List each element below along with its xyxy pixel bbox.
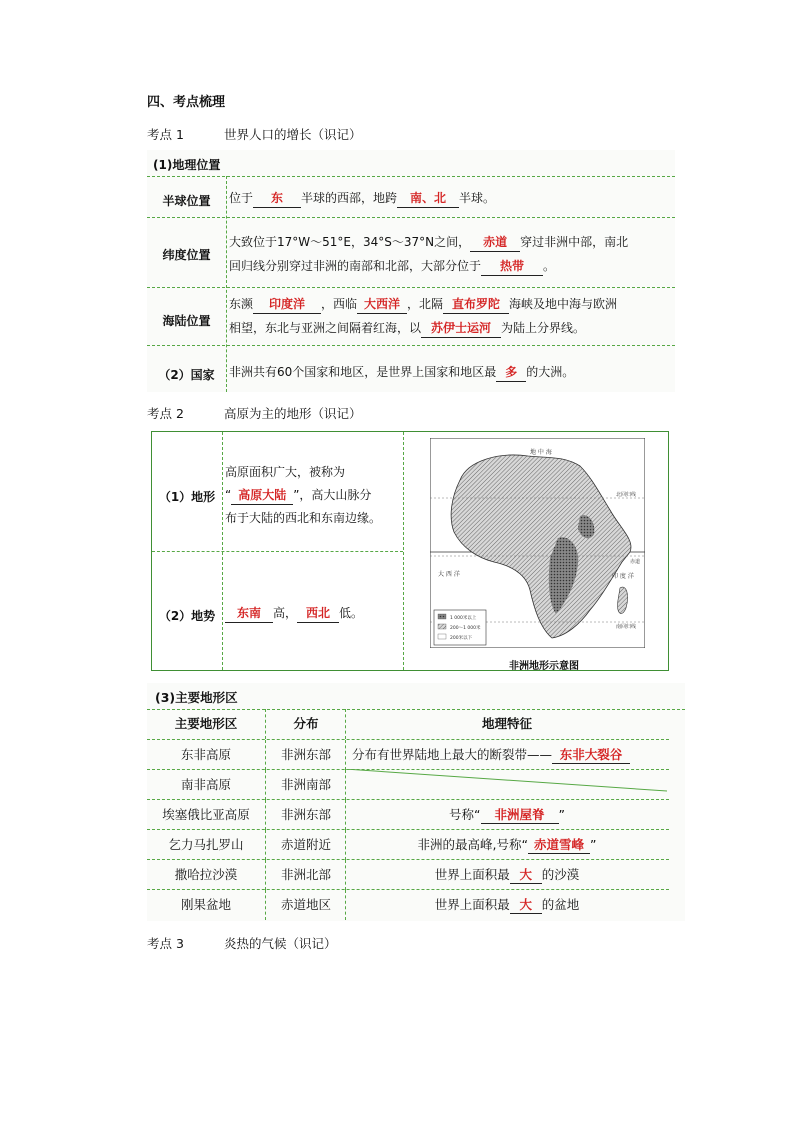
map-label: 地 中 海 [530,449,552,456]
terrain-table [151,431,669,671]
table-row: 撒哈拉沙漠 非洲北部 世界上面积最 大 的沙漠 [147,859,669,890]
table-row: 南非高原 非洲南部 [147,769,669,800]
answer-blank: 赤道 [470,234,520,252]
answer-blank: 直布罗陀 [443,296,509,314]
kaodian-1 [147,125,362,143]
answer-blank: 苏伊士运河 [421,320,501,338]
table-row: 乞力马扎罗山 赤道附近 非洲的最高峰,号称“ 赤道雪峰 ” [147,829,669,860]
kaodian-1-num: 考点 1 [147,127,184,142]
hemisphere-label: 半球位置 [162,194,211,208]
map-label: 大 西 洋 [438,571,460,578]
answer-blank: 大 [510,866,542,884]
map-label: 北回归线 [616,492,637,498]
map-label: 赤道 [630,559,641,565]
table-header-row [147,709,669,739]
terrain-text: 高原面积广大，被称为 “ 高原大陆 ”，高大山脉分 布于大陆的西北和东南边缘。 [225,465,382,525]
kaodian-3 [147,934,337,952]
landform-table-heading: (3)主要地形区 [155,690,238,705]
answer-blank: 赤道雪峰 [528,836,590,854]
answer-blank: 南、北 [397,190,459,208]
elevation-label: （2）地势 [158,609,216,623]
answer-blank: 大 [510,896,542,914]
legend-label: 1 000米以上 [450,616,477,621]
terrain-label: （1）地形 [158,490,216,504]
kaodian-2-title: 高原为主的地形（识记） [224,406,362,421]
map-label: 印 度 洋 [612,573,634,580]
elevation-text: 东南 高， 西北 低。 [225,602,403,625]
answer-blank: 热带 [481,258,543,276]
latitude-label: 纬度位置 [162,248,211,262]
location-table-heading: (1)地理位置 [153,158,221,172]
answer-blank: 非洲屋脊 [481,806,559,824]
answer-blank: 印度洋 [253,296,321,314]
header-cell: 地理特征 [345,709,668,739]
table-row: 刚果盆地 赤道地区 世界上面积最 大 的盆地 [147,889,669,920]
section-title: 四、考点梳理 [147,95,226,110]
hemisphere-text: 位于 东 半球的西部，地跨 南、北 半球。 [229,186,669,210]
table-row: 埃塞俄比亚高原 非洲东部 号称“ 非洲屋脊 ” [147,799,669,830]
header-cell: 分布 [265,709,346,739]
kaodian-1-title: 世界人口的增长（识记） [224,127,362,142]
legend-label: 200～1 000米 [450,626,481,631]
latitude-text: 大致位于17°W～51°E，34°S～37°N之间， 赤道 穿过非洲中部，南北 回归线分别穿过非洲的南部和北部，大部分位于 热带 。 [229,230,669,278]
answer-blank: 西北 [297,605,339,623]
africa-terrain-map [430,438,645,648]
table-row: 东非高原 非洲东部 分布有世界陆地上最大的断裂带—— 东非大裂谷 [147,739,669,770]
landform-table [147,683,685,921]
legend-label: 200米以下 [450,636,473,641]
diagonal-line [345,769,670,799]
sea-land-text: 东濒 印度洋 ，西临 大西洋 ，北隔 直布罗陀 海峡及地中海与欧洲 相望，东北与亚洲之间隔着红海，以 苏伊士运河 为陆上分界线。 [229,292,669,340]
country-label: （2）国家 [158,368,215,382]
answer-blank: 高原大陆 [231,487,293,505]
answer-blank: 东非大裂谷 [552,746,630,764]
answer-blank: 东 [253,190,301,208]
header-cell: 主要地形区 [174,716,238,731]
kaodian-2 [147,404,362,422]
answer-blank: 多 [496,364,526,382]
answer-blank: 东南 [225,605,273,623]
kaodian-2-num: 考点 2 [147,406,184,421]
map-caption: 非洲地形示意图 [509,661,579,672]
country-text: 非洲共有60个国家和地区，是世界上国家和地区最 多 的大洲。 [229,360,669,384]
answer-blank: 大西洋 [357,296,407,314]
map-label: 南回归线 [616,624,637,630]
sea-land-label: 海陆位置 [162,314,211,328]
kaodian-3-num: 考点 3 [147,936,184,951]
kaodian-3-title: 炎热的气候（识记） [224,936,337,951]
location-table [147,150,675,392]
